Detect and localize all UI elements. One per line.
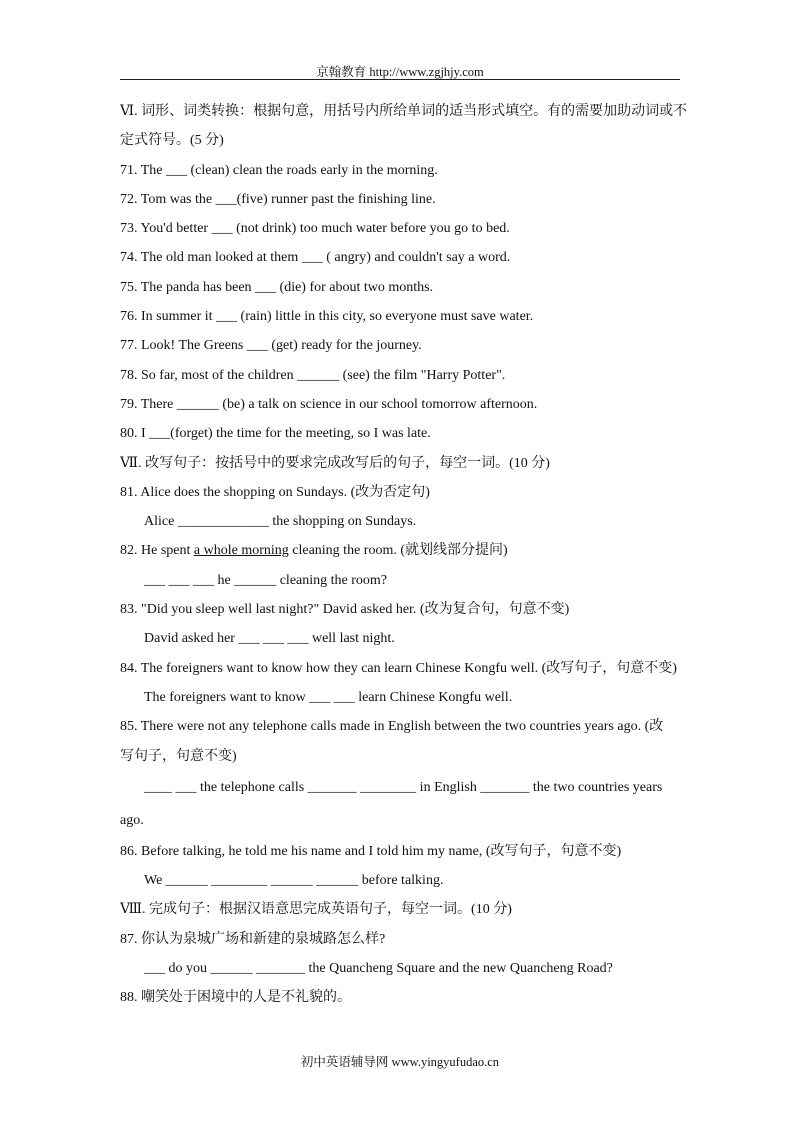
section-6-title-line2: 定式符号。(5 分) — [120, 133, 224, 149]
answer-87: ___ do you ______ _______ the Quancheng Square and the new Quancheng Road? — [144, 961, 613, 977]
question-82-suffix: cleaning the room. (就划线部分提问) — [288, 543, 508, 559]
question-71: 71. The ___ (clean) clean the roads early in the morning. — [120, 162, 438, 178]
answer-86: We ______ ________ ______ ______ before talking. — [144, 873, 444, 889]
page-header: 京翰教育 http://www.zgjhjy.com — [316, 65, 484, 79]
section-7-title: Ⅶ. 改写句子：按括号中的要求完成改写后的句子，每空一词。(10 分) — [120, 455, 550, 471]
page-footer: 初中英语辅导网 www.yingyufudao.cn — [300, 1055, 500, 1069]
answer-82: ___ ___ ___ he ______ cleaning the room? — [144, 572, 388, 588]
answer-85-line2: ago. — [120, 812, 144, 828]
header-rule — [120, 79, 680, 80]
section-6-title-line1: Ⅵ. 词形、词类转换：根据句意，用括号内所给单词的适当形式填空。有的需要加助动词或不 — [120, 104, 688, 119]
question-72: 72. Tom was the ___(five) runner past the finishing line. — [120, 191, 436, 207]
question-82 — [120, 536, 682, 565]
question-81: 81. Alice does the shopping on Sundays. (改为否定句) — [120, 484, 430, 500]
worksheet-content — [120, 97, 688, 1013]
question-82-underlined: a whole morning — [193, 543, 289, 559]
section-8-title: Ⅷ. 完成句子：根据汉语意思完成英语句子，每空一词。(10 分) — [120, 902, 512, 918]
answer-81: Alice _____________ the shopping on Sundays. — [144, 514, 417, 530]
question-82-prefix: 82. He spent — [120, 543, 194, 559]
answer-84: The foreigners want to know ___ ___ learn Chinese Kongfu well. — [144, 689, 513, 705]
question-77: 77. Look! The Greens ___ (get) ready for the journey. — [120, 338, 422, 354]
question-76: 76. In summer it ___ (rain) little in this city, so everyone must save water. — [120, 309, 534, 325]
question-86: 86. Before talking, he told me his name and I told him my name, (改写句子，句意不变) — [120, 843, 622, 859]
question-80: 80. I ___(forget) the time for the meeting, so I was late. — [120, 426, 431, 442]
question-87: 87. 你认为泉城广场和新建的泉城路怎么样? — [120, 931, 386, 947]
question-85-line2: 写句子，句意不变) — [120, 748, 237, 764]
question-73: 73. You'd better ___ (not drink) too much water before you go to bed. — [120, 221, 510, 237]
answer-85-line1: ____ ___ the telephone calls _______ ________ in English _______ the two countries years — [144, 779, 663, 795]
question-75: 75. The panda has been ___ (die) for about two months. — [120, 279, 434, 295]
question-83: 83. "Did you sleep well last night?" David asked her. (改为复合句，句意不变) — [120, 602, 570, 618]
question-88: 88. 嘲笑处于困境中的人是不礼貌的。 — [120, 990, 351, 1006]
answer-83: David asked her ___ ___ ___ well last night. — [144, 631, 395, 647]
question-85-line1: 85. There were not any telephone calls made in English between the two countries years ago. (改 — [120, 719, 664, 735]
question-74: 74. The old man looked at them ___ ( angry) and couldn't say a word. — [120, 250, 511, 266]
question-84: 84. The foreigners want to know how they can learn Chinese Kongfu well. (改写句子，句意不变) — [120, 660, 677, 676]
question-79: 79. There ______ (be) a talk on science in our school tomorrow afternoon. — [120, 396, 538, 412]
question-78: 78. So far, most of the children ______ (see) the film "Harry Potter". — [120, 367, 506, 383]
